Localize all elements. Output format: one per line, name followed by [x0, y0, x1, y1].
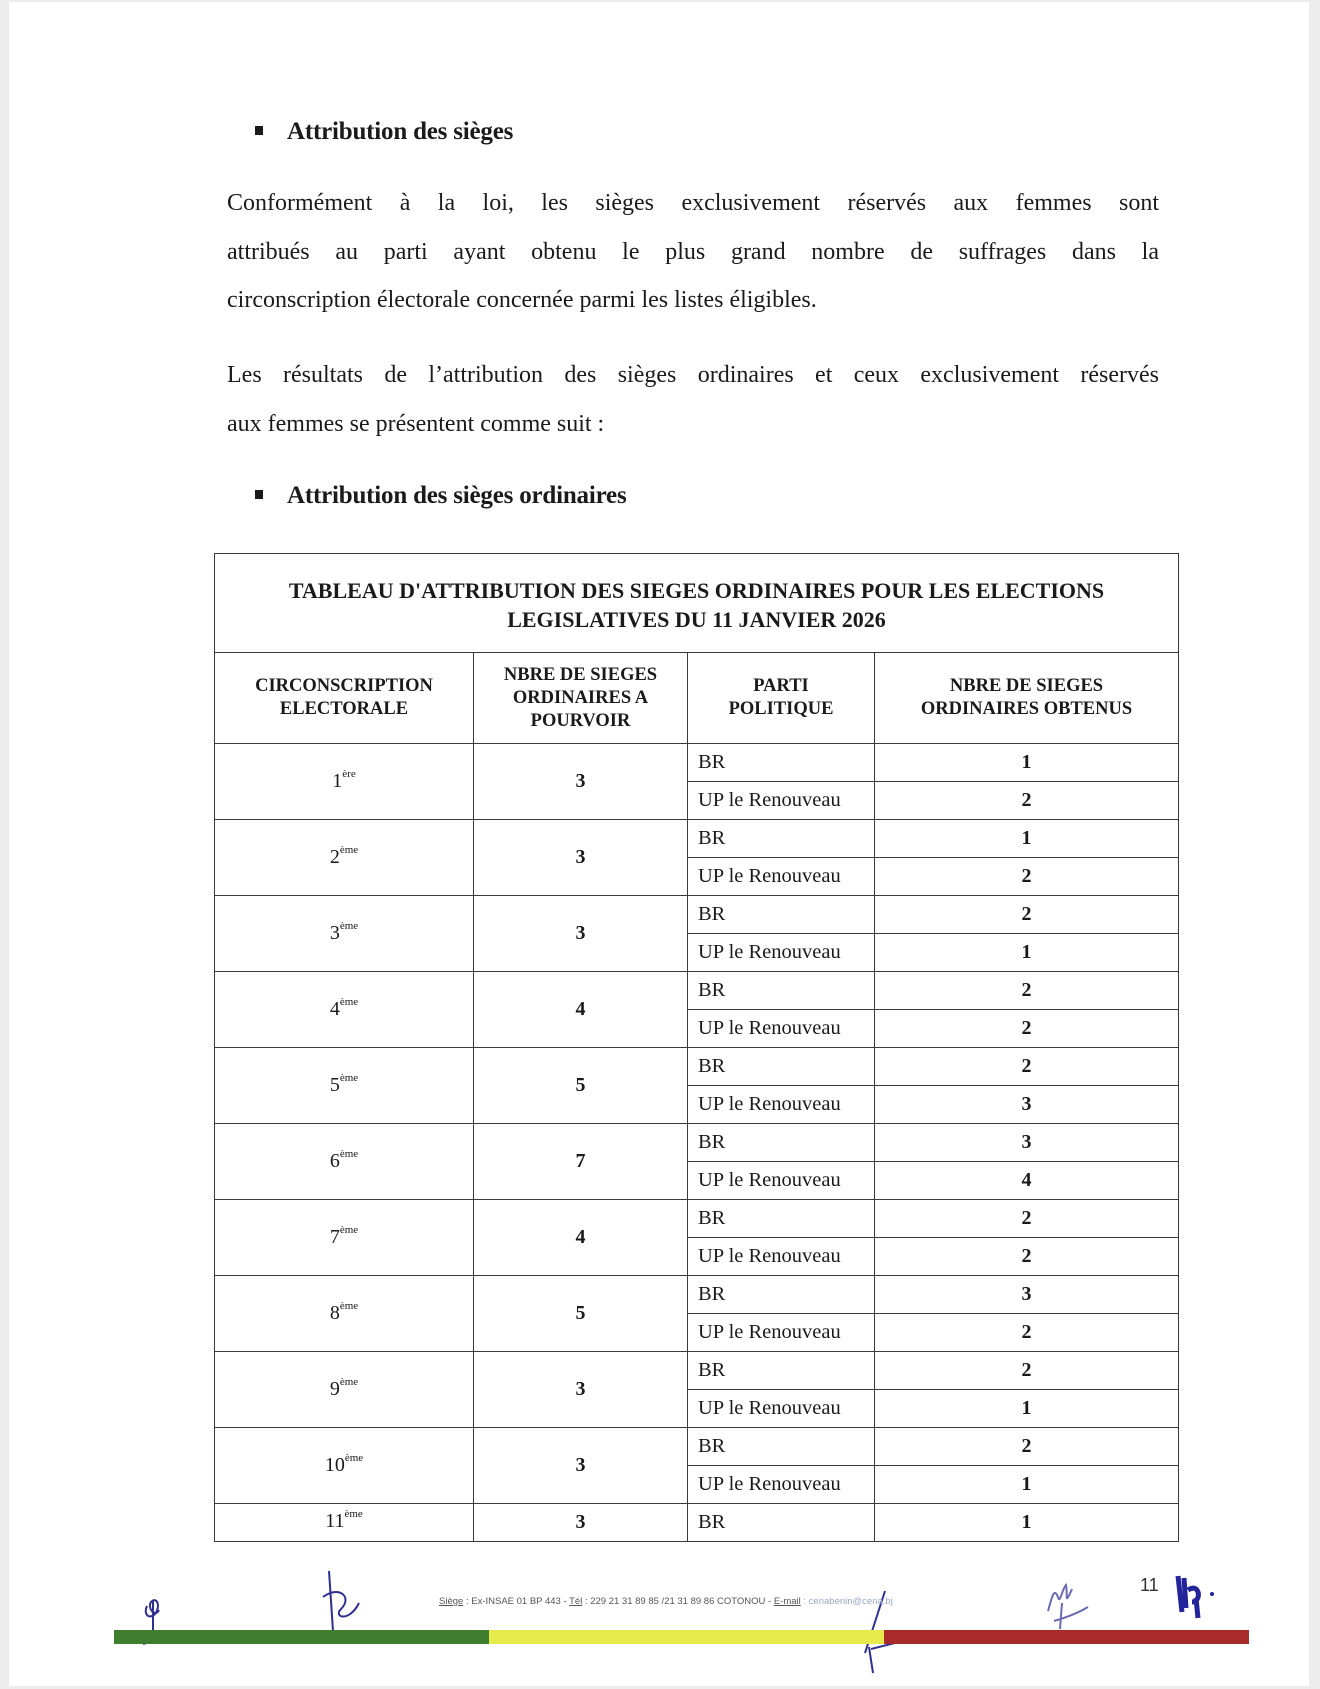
- party-cell: BR: [688, 1428, 875, 1466]
- page-number: 11: [1140, 1575, 1159, 1595]
- paragraph-line: aux femmes se présentent comme suit :: [227, 410, 605, 437]
- seat-allocation-table: [214, 553, 1179, 1542]
- circonscription-cell: 3ème: [215, 896, 474, 972]
- footer-bar-yellow: [489, 1630, 884, 1644]
- party-cell: UP le Renouveau: [688, 934, 875, 972]
- table-title-line: LEGISLATIVES DU 11 JANVIER 2026: [507, 607, 886, 632]
- paragraph-line: circonscription électorale concernée parmi les listes éligibles.: [227, 287, 817, 313]
- square-bullet-icon: [255, 126, 263, 135]
- seats-to-fill-cell: 3: [474, 744, 688, 820]
- seats-obtained-cell: 3: [875, 1086, 1179, 1124]
- circonscription-cell: 11ème: [215, 1504, 474, 1542]
- circonscription-cell: 6ème: [215, 1124, 474, 1200]
- section-heading-attribution: [255, 118, 513, 146]
- header-seats-obtained: NBRE DE SIEGES ORDINAIRES OBTENUS: [875, 653, 1179, 744]
- table-row: [215, 972, 1179, 1010]
- seats-obtained-cell: 2: [875, 896, 1179, 934]
- seats-obtained-cell: 2: [875, 1048, 1179, 1086]
- seats-to-fill-cell: 3: [474, 896, 688, 972]
- circonscription-cell: 2ème: [215, 820, 474, 896]
- party-cell: UP le Renouveau: [688, 782, 875, 820]
- party-cell: BR: [688, 972, 875, 1010]
- header-party: PARTI POLITIQUE: [688, 653, 875, 744]
- seats-obtained-cell: 4: [875, 1162, 1179, 1200]
- circonscription-cell: 10ème: [215, 1428, 474, 1504]
- table-row: [215, 1124, 1179, 1162]
- seats-obtained-cell: 2: [875, 1314, 1179, 1352]
- party-cell: UP le Renouveau: [688, 1238, 875, 1276]
- seats-obtained-cell: 2: [875, 1428, 1179, 1466]
- party-cell: BR: [688, 1200, 875, 1238]
- seats-obtained-cell: 3: [875, 1276, 1179, 1314]
- footer-address: Siège : Ex-INSAE 01 BP 443 - Tél : 229 21 31 89 85 /21 31 89 86 COTONOU - E-mail : cenabenin@cena.bj: [439, 1596, 893, 1607]
- seats-obtained-cell: 2: [875, 1200, 1179, 1238]
- table-row: [215, 1352, 1179, 1390]
- square-bullet-icon: [255, 490, 263, 499]
- section-heading-ordinary-seats: [255, 482, 626, 510]
- paragraph-results: [227, 351, 1159, 448]
- seats-obtained-cell: 1: [875, 1504, 1179, 1542]
- party-cell: UP le Renouveau: [688, 1314, 875, 1352]
- seats-obtained-cell: 2: [875, 1238, 1179, 1276]
- seats-obtained-cell: 2: [875, 972, 1179, 1010]
- initials-signature-icon: [139, 1592, 179, 1657]
- table-title-line: TABLEAU D'ATTRIBUTION DES SIEGES ORDINAIRES POUR LES ELECTIONS: [288, 578, 1105, 603]
- seats-to-fill-cell: 4: [474, 1200, 688, 1276]
- party-cell: BR: [688, 820, 875, 858]
- seats-obtained-cell: 2: [875, 1010, 1179, 1048]
- party-cell: UP le Renouveau: [688, 1086, 875, 1124]
- seats-obtained-cell: 1: [875, 820, 1179, 858]
- paragraph-line: Conformément à la loi, les sièges exclusivement réservés aux femmes sont: [227, 190, 1159, 216]
- party-cell: UP le Renouveau: [688, 858, 875, 896]
- seats-to-fill-cell: 5: [474, 1048, 688, 1124]
- party-cell: BR: [688, 1276, 875, 1314]
- circonscription-cell: 1ère: [215, 744, 474, 820]
- seats-obtained-cell: 1: [875, 934, 1179, 972]
- table-title: [215, 554, 1179, 653]
- table-row: [215, 1428, 1179, 1466]
- party-cell: UP le Renouveau: [688, 1390, 875, 1428]
- heading-text: Attribution des sièges: [287, 118, 514, 145]
- table-row: [215, 1200, 1179, 1238]
- seats-obtained-cell: 1: [875, 1390, 1179, 1428]
- seats-obtained-cell: 2: [875, 858, 1179, 896]
- table-row: [215, 1504, 1179, 1542]
- seats-obtained-cell: 1: [875, 744, 1179, 782]
- seats-obtained-cell: 2: [875, 1352, 1179, 1390]
- paragraph-law: [227, 179, 1159, 325]
- party-cell: BR: [688, 1504, 875, 1542]
- seats-to-fill-cell: 3: [474, 1428, 688, 1504]
- party-cell: UP le Renouveau: [688, 1466, 875, 1504]
- heading-text: Attribution des sièges ordinaires: [287, 482, 627, 509]
- initials-signature-icon: [1174, 1572, 1224, 1627]
- document-page: [9, 2, 1309, 1686]
- paragraph-line: Les résultats de l’attribution des sièges ordinaires et ceux exclusivement réservés: [227, 362, 1159, 388]
- circonscription-cell: 8ème: [215, 1276, 474, 1352]
- party-cell: BR: [688, 1352, 875, 1390]
- header-seats-to-fill: NBRE DE SIEGES ORDINAIRES A POURVOIR: [474, 653, 688, 744]
- seats-obtained-cell: 3: [875, 1124, 1179, 1162]
- seats-obtained-cell: 2: [875, 782, 1179, 820]
- seats-to-fill-cell: 3: [474, 820, 688, 896]
- party-cell: BR: [688, 744, 875, 782]
- footer-bar-green: [114, 1630, 489, 1644]
- footer-email-link[interactable]: : cenabenin@cena.bj: [800, 1596, 893, 1607]
- circonscription-cell: 4ème: [215, 972, 474, 1048]
- paragraph-line: attribués au parti ayant obtenu le plus grand nombre de suffrages dans la: [227, 238, 1159, 265]
- seats-to-fill-cell: 5: [474, 1276, 688, 1352]
- table-row: [215, 896, 1179, 934]
- circonscription-cell: 9ème: [215, 1352, 474, 1428]
- seats-obtained-cell: 1: [875, 1466, 1179, 1504]
- table-row: [215, 1276, 1179, 1314]
- party-cell: BR: [688, 1048, 875, 1086]
- party-cell: UP le Renouveau: [688, 1162, 875, 1200]
- seats-to-fill-cell: 3: [474, 1504, 688, 1542]
- footer-bar-red: [884, 1630, 1249, 1644]
- party-cell: BR: [688, 1124, 875, 1162]
- circonscription-cell: 7ème: [215, 1200, 474, 1276]
- seats-to-fill-cell: 3: [474, 1352, 688, 1428]
- seats-to-fill-cell: 4: [474, 972, 688, 1048]
- seats-to-fill-cell: 7: [474, 1124, 688, 1200]
- party-cell: UP le Renouveau: [688, 1010, 875, 1048]
- header-circonscription: CIRCONSCRIPTION ELECTORALE: [215, 653, 474, 744]
- table-row: [215, 820, 1179, 858]
- table-row: [215, 1048, 1179, 1086]
- circonscription-cell: 5ème: [215, 1048, 474, 1124]
- party-cell: BR: [688, 896, 875, 934]
- table-row: [215, 744, 1179, 782]
